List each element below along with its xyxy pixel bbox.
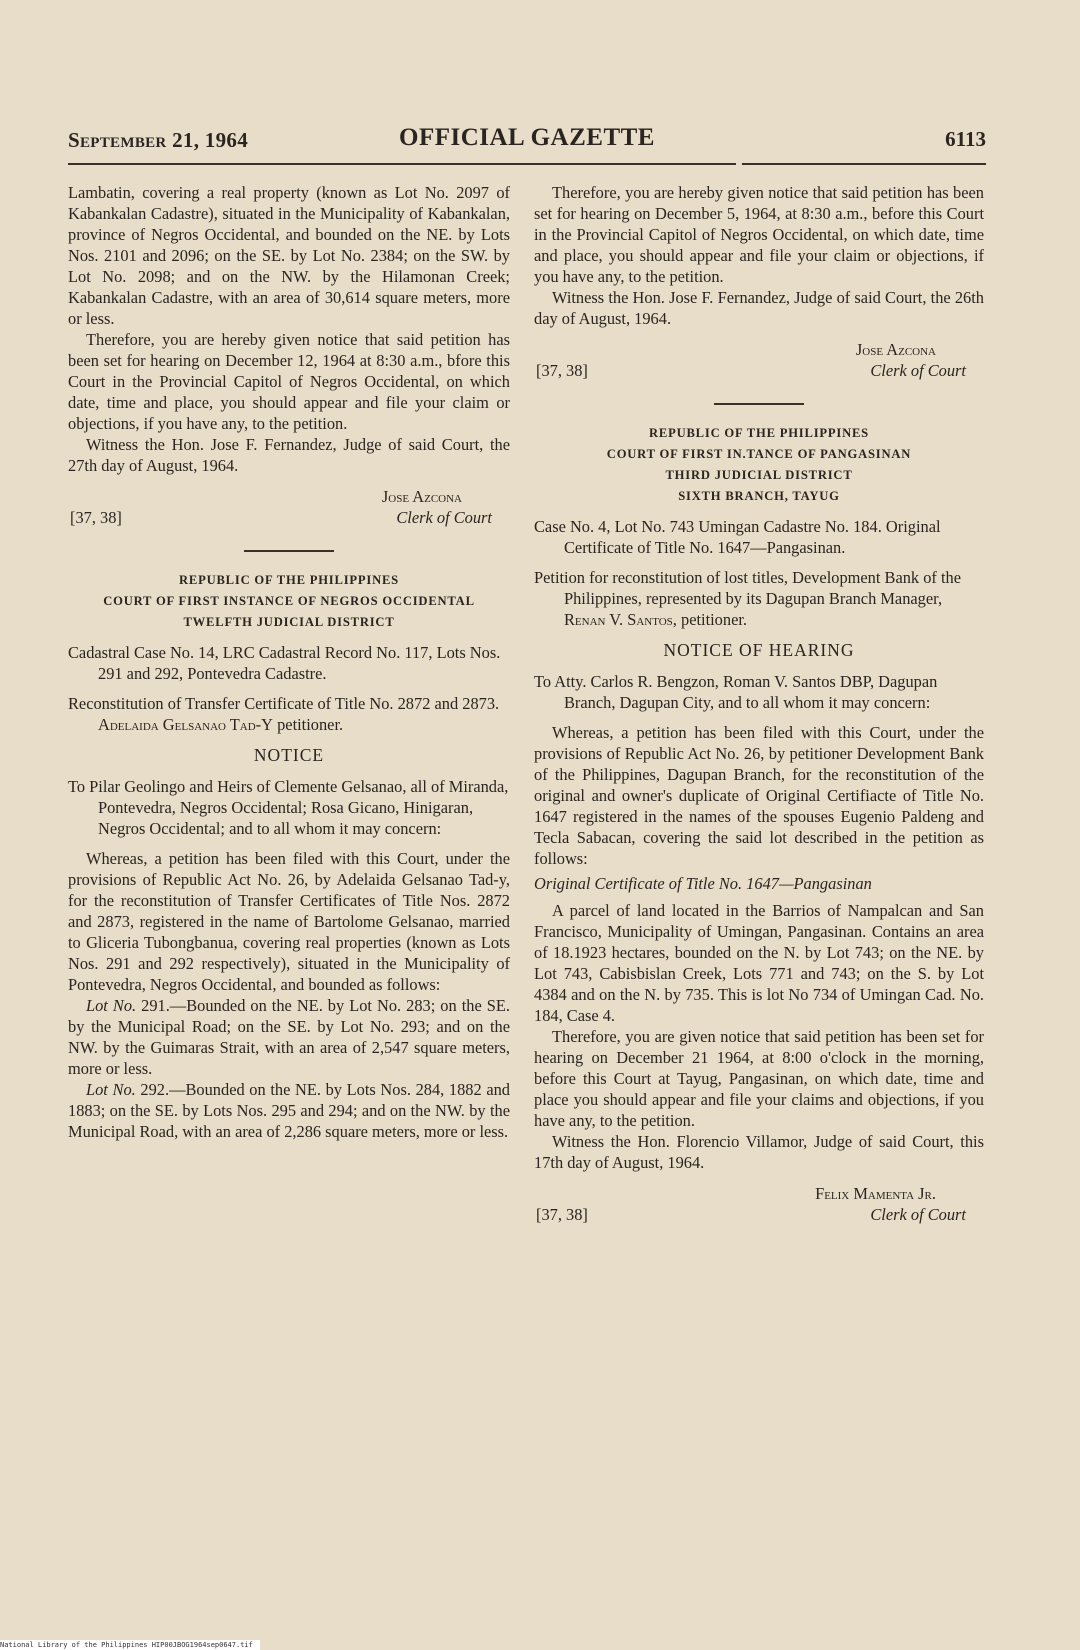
notice-title: NOTICE	[253, 745, 325, 765]
issue-reference: [37, 38]	[536, 1205, 588, 1224]
petitioner-name: Adelaida Gelsanao Tad-Y	[98, 715, 273, 734]
court-line: COURT OF FIRST INSTANCE OF NEGROS OCCIDENTAL	[103, 594, 475, 608]
signature-role: Clerk of Court	[396, 508, 492, 527]
left-paragraph-3: Witness the Hon. Jose F. Fernandez, Judge of said Court, the 27th day of August, 1964.	[68, 435, 510, 475]
right-paragraph-5: Therefore, you are given notice that said petition has been set for hearing on December 21 1964, at 8:00 o'clock in the morning, before this Court at Tayug, Pangasinan, on which date, time and place you should appear and file your claims and objections, if you have any, to the petition.	[534, 1027, 984, 1130]
right-paragraph-1: Therefore, you are hereby given notice that said petition has been set for hearing on December 5, 1964, at 8:30 a.m., before this Court in the Provincial Capitol of Negros Occidental, on which date, time and place, you should appear and file your claim or objections, if you have any, to the petition.	[534, 183, 984, 286]
court-line: THIRD JUDICIAL DISTRICT	[665, 468, 853, 482]
lot-text: 292.—Bounded on the NE. by Lots Nos. 284, 1882 and 1883; on the SE. by Lots Nos. 295 and 294; and on the NW. by the Municipal Road, with an area of 2,286 square meters, more or less.	[68, 1080, 510, 1141]
court-line: REPUBLIC OF THE PHILIPPINES	[179, 573, 399, 587]
notice-addressees: To Pilar Geolingo and Heirs of Clemente Gelsanao, all of Miranda, Pontevedra, Negros Occidental; Rosa Gicano, Hinigaran, Negros Occidental; and to all whom it may concern:	[68, 777, 509, 838]
signature-name: Jose Azcona	[381, 487, 462, 506]
left-column	[68, 182, 510, 1142]
right-paragraph-3: Whereas, a petition has been filed with this Court, under the provisions of Republic Act No. 26, by petitioner Development Bank of the Philippines, Dagupan Branch, for the reconstitution of the original and owner's duplicate of Original Certifiacte of Title No. 1647 registered in the names of the spouses Eugenio Paldeng and Tecla Sabacan, covering the said lot described in the petition as follows:	[534, 723, 984, 868]
header-rule-left	[68, 163, 736, 165]
signature-role: Clerk of Court	[870, 361, 966, 380]
section-divider	[714, 403, 804, 405]
right-paragraph-6: Witness the Hon. Florencio Villamor, Judge of said Court, this 17th day of August, 1964.	[534, 1132, 984, 1172]
header-date: September 21, 1964	[68, 128, 249, 152]
reconstitution-caption	[68, 693, 510, 735]
left-signature-1	[68, 486, 510, 532]
lot-label: Lot No.	[86, 996, 137, 1015]
lot-text: 291.—Bounded on the NE. by Lot No. 283; on the SE. by the Municipal Road; on the SE. by Lot No. 293; and on the NW. by the Guimaras Strait, with an area of 2,547 square meters, more or less.	[68, 996, 510, 1078]
left-paragraph-2: Therefore, you are hereby given notice that said petition has been set for hearing on December 12, 1964 at 8:30 a.m., bfore this Court in the Provincial Capitol of Negros Occidental, on which date, time and place, you should appear and file your claim or objections, if you have any, to the petition.	[68, 330, 510, 433]
right-signature-2	[534, 1183, 984, 1229]
petition-caption	[534, 567, 984, 630]
court-line: TWELFTH JUDICIAL DISTRICT	[183, 615, 395, 629]
lot-label: Lot No.	[86, 1080, 136, 1099]
header-title: OFFICIAL GAZETTE	[399, 124, 655, 151]
court-line: REPUBLIC OF THE PHILIPPINES	[649, 426, 869, 440]
petitioner-label: petitioner.	[277, 715, 344, 734]
petition-text: Petition for reconstitution of lost titles, Development Bank of the Philippines, represented by its Dagupan Branch Manager,	[534, 568, 961, 608]
issue-reference: [37, 38]	[536, 361, 588, 380]
scan-footer: National Library of the Philippines HIP00JBOG1964sep0647.tif	[0, 1640, 260, 1650]
case-caption: Case No. 4, Lot No. 743 Umingan Cadastre No. 184. Original Certificate of Title No. 1647—Pangasinan.	[534, 517, 941, 557]
certificate-heading: Original Certificate of Title No. 1647—Pangasinan	[534, 874, 872, 893]
issue-reference: [37, 38]	[70, 508, 122, 527]
page-number: 6113	[945, 127, 986, 151]
right-paragraph-2: Witness the Hon. Jose F. Fernandez, Judge of said Court, the 26th day of August, 1964.	[534, 288, 984, 328]
signature-name: Jose Azcona	[855, 340, 936, 359]
lot-292-description	[68, 1079, 510, 1142]
left-paragraph-4: Whereas, a petition has been filed with this Court, under the provisions of Republic Act No. 26, by Adelaida Gelsanao Tad-y, for the reconstitution of Transfer Certificates of Title Nos. 2872 and 2873, registered in the name of Bartolome Gelsanao, married to Gliceria Tubongbanua, covering real properties (known as Lots Nos. 291 and 292 respectively), situated in the Municipality of Pontevedra, Negros Occidental, and bounded as follows:	[68, 849, 510, 994]
page-header	[68, 124, 986, 158]
left-paragraph-1: Lambatin, covering a real property (known as Lot No. 2097 of Kabankalan Cadastre), situated in the Municipality of Kabankalan, province of Negros Occidental, and bounded on the NE. by Lots Nos. 2101 and 2096; on the SE. by Lot No. 2384; on the SW. by Lot No. 2098; and on the NW. by the Hilamonan Creek; Kabankalan Cadastre, with an area of 30,614 square meters, more or less.	[68, 183, 510, 328]
court-heading	[534, 423, 984, 507]
petitioner-name: Renan V. Santos,	[564, 610, 677, 629]
court-heading	[68, 570, 510, 633]
right-column	[534, 182, 984, 1229]
signature-role: Clerk of Court	[870, 1205, 966, 1224]
reconstitution-text: Reconstitution of Transfer Certificate of Title No. 2872 and 2873.	[68, 694, 500, 713]
right-signature-1	[534, 339, 984, 385]
notice-of-hearing-title: NOTICE OF HEARING	[663, 640, 855, 660]
section-divider	[244, 550, 334, 552]
petitioner-label: petitioner.	[681, 610, 748, 629]
lot-291-description	[68, 995, 510, 1079]
court-line: COURT OF FIRST IN.TANCE OF PANGASINAN	[606, 447, 912, 461]
right-paragraph-4: A parcel of land located in the Barrios of Nampalcan and San Francisco, Municipality of Umingan, Pangasinan. Contains an area of 18.1923 hectares, bounded on the N. by Lot 743; on the NE. by Lot 743, Cabisbislan Creek, Lots 771 and 743; on the S. by Lot 4384 and on the N. by 735. This is lot No 734 of Umingan Cad. No. 184, Case 4.	[534, 901, 984, 1025]
signature-name: Felix Mamenta Jr.	[815, 1184, 936, 1203]
court-line: SIXTH BRANCH, TAYUG	[678, 489, 840, 503]
header-rule-right	[742, 163, 986, 165]
notice-addressees: To Atty. Carlos R. Bengzon, Roman V. Santos DBP, Dagupan Branch, Dagupan City, and to all whom it may concern:	[534, 672, 938, 712]
case-caption: Cadastral Case No. 14, LRC Cadastral Record No. 117, Lots Nos. 291 and 292, Pontevedra Cadastre.	[68, 643, 501, 683]
